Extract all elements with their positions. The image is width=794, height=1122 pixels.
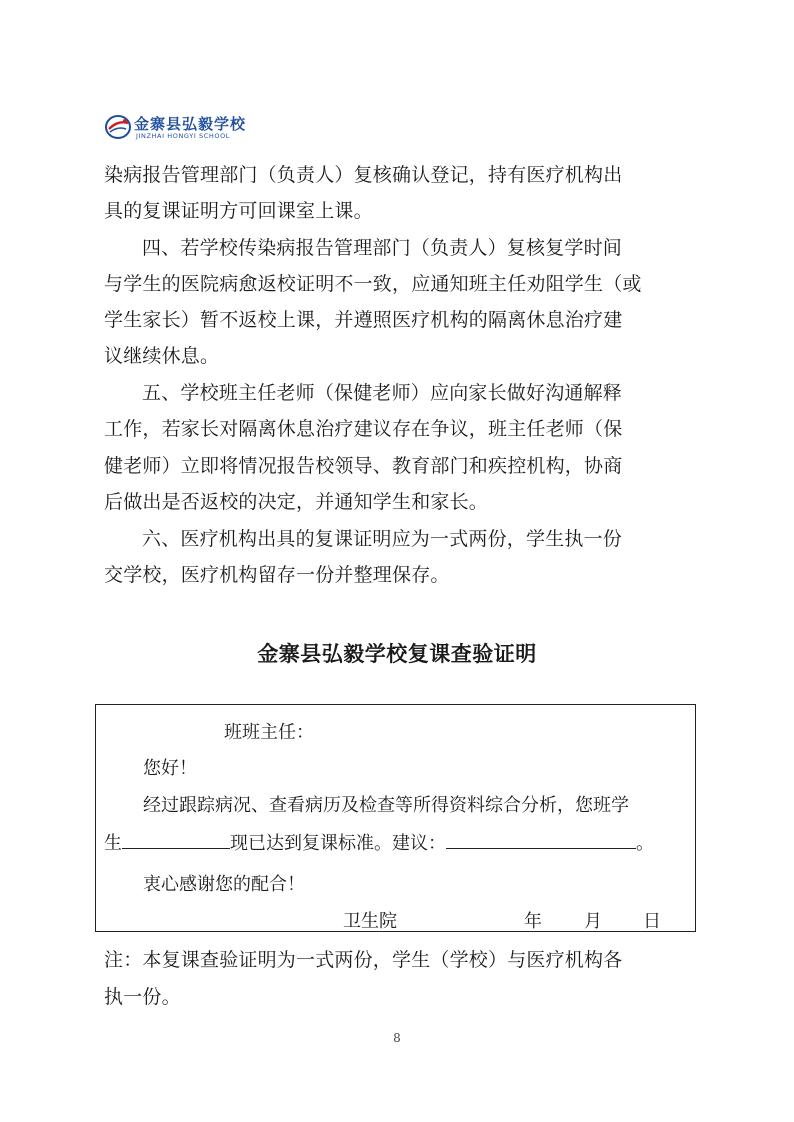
form-student-label: 生 [104, 833, 122, 854]
form-greeting: 您好！ [143, 758, 197, 779]
note-line: 注：本复课查验证明为一式两份，学生（学校）与医疗机构各 [104, 949, 623, 971]
form-title: 金寨县弘毅学校复课查验证明 [257, 641, 537, 666]
body-line: 学生家长）暂不返校上课，并遵照医疗机构的隔离休息治疗建 [104, 309, 623, 331]
school-logo-header [104, 112, 304, 142]
body-line: 六、医疗机构出具的复课证明应为一式两份，学生执一份 [142, 528, 623, 550]
form-date-day: 日 [643, 911, 661, 932]
body-line: 交学校，医疗机构留存一份并整理保存。 [104, 564, 450, 586]
body-line: 四、若学校传染病报告管理部门（负责人）复核复学时间 [142, 237, 623, 259]
form-period: 。 [636, 833, 654, 854]
page-number: 8 [393, 1031, 401, 1045]
form-analysis-line: 经过跟踪病况、查看病历及检查等所得资料综合分析，您班学 [143, 795, 629, 816]
note-line: 执一份。 [104, 986, 181, 1008]
school-name-en-logo-text: JINZHAI HONGYI SCHOOL [136, 132, 231, 140]
form-signature-hospital: 卫生院 [343, 911, 397, 932]
form-standard-text: 现已达到复课标准。建议： [230, 833, 446, 854]
form-student-line [104, 829, 654, 855]
certificate-form-box [95, 704, 696, 932]
body-line: 议继续休息。 [104, 345, 220, 367]
body-line: 与学生的医院病愈返校证明不一致，应通知班主任劝阻学生（或 [104, 273, 642, 295]
school-logo-icon [104, 114, 132, 140]
student-name-blank[interactable] [122, 830, 230, 849]
form-date-month: 月 [584, 911, 602, 932]
body-line: 具的复课证明方可回课室上课。 [104, 200, 373, 222]
body-line: 五、学校班主任老师（保健老师）应向家长做好沟通解释 [142, 382, 623, 404]
form-thanks: 衷心感谢您的配合！ [143, 874, 305, 895]
form-date-year: 年 [524, 911, 542, 932]
body-line: 工作，若家长对隔离休息治疗建议存在争议，班主任老师（保 [104, 418, 623, 440]
body-line: 染病报告管理部门（负责人）复核确认登记，持有医疗机构出 [104, 164, 623, 186]
school-name-logo-text: 金寨县弘毅学校 [134, 115, 247, 133]
form-addressee: 班班主任： [224, 722, 314, 743]
body-line: 健老师）立即将情况报告校领导、教育部门和疾控机构，协商 [104, 455, 623, 477]
suggestion-blank[interactable] [446, 830, 636, 849]
body-line: 后做出是否返校的决定，并通知学生和家长。 [104, 491, 489, 513]
